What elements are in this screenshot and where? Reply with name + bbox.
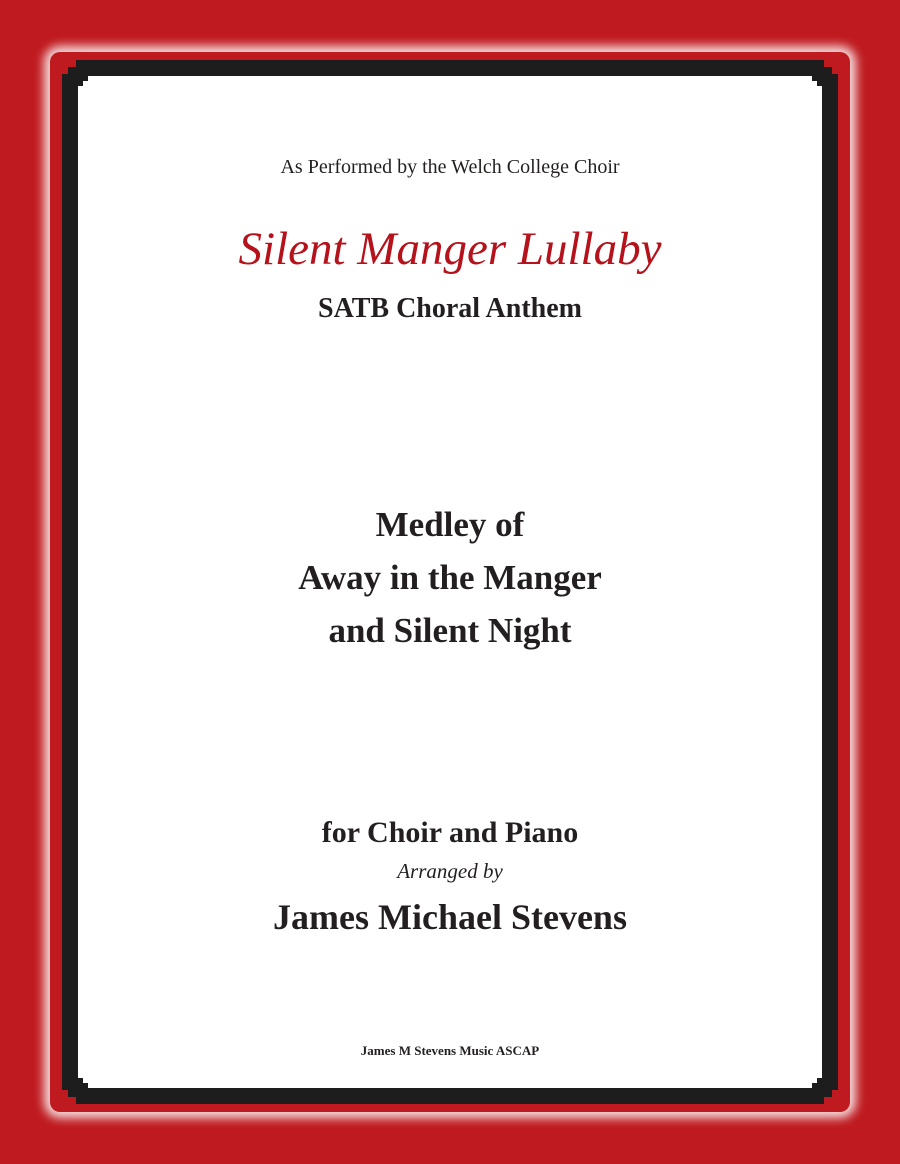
publisher: James M Stevens Music ASCAP <box>360 1043 540 1058</box>
medley-line: and Silent Night <box>328 611 572 650</box>
medley-description <box>0 498 900 657</box>
performed-by-line: As Performed by the Welch College Choir <box>280 156 620 178</box>
medley-line: Medley of <box>375 505 525 544</box>
subtitle: SATB Choral Anthem <box>318 293 582 324</box>
instrumentation: for Choir and Piano <box>321 816 579 849</box>
arranged-by-label: Arranged by <box>397 859 503 883</box>
arranger-name: James Michael Stevens <box>273 897 627 937</box>
page-title: Silent Manger Lullaby <box>238 223 662 275</box>
medley-line: Away in the Manger <box>298 558 602 597</box>
